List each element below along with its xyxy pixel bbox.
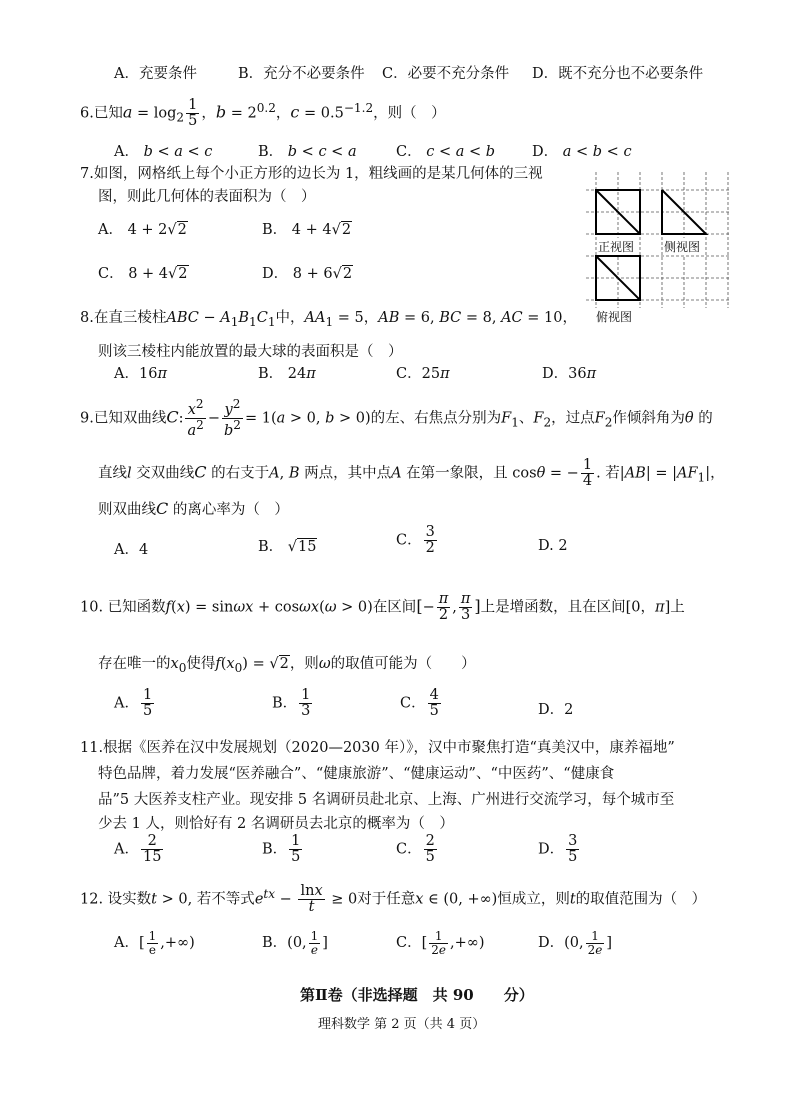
q6-option-a: A． b < a < c <box>114 144 213 160</box>
q8-option-c: C．25π <box>396 366 450 382</box>
q9-option-b: B． √15 <box>258 539 317 555</box>
q6-option-c: C． c < a < b <box>396 144 496 160</box>
question-11-line-2: 特色品牌，着力发展“医养融合”、“健康旅游”、“健康运动”、“中医药”、“健康食 <box>98 766 615 782</box>
page-footer: 理科数学 第 2 页（共 4 页） <box>318 1017 486 1032</box>
q11-option-a: A． $\frac{2}{15}$ <box>114 833 162 866</box>
q9-option-c: C． $\frac{3}{2}$ <box>396 524 435 557</box>
question-11-line-3: 品”5 大医养支柱产业。现安排 5 名调研员赴北京、上海、广州进行交流学习，每个城市至 <box>98 792 675 808</box>
question-9-line-3: 则双曲线C 的离心率为（ ） <box>98 499 289 518</box>
q7-option-a: A． 4 + 2√2 <box>98 222 187 238</box>
q6-option-d: D． a < b < c <box>532 144 632 160</box>
q5-option-c: C．必要不充分条件 <box>382 66 510 82</box>
q7-option-b: B． 4 + 4√2 <box>262 222 352 238</box>
question-8-stem: 8.在直三棱柱ABC − $A_1B_1C_1$中，$AA_1 = 5$，AB = 6, BC = 8, AC = 10， <box>80 310 577 329</box>
question-7-line-2: 图，则此几何体的表面积为（ ） <box>98 189 316 205</box>
q10-option-d: D．2 <box>538 702 574 718</box>
question-11-line-4: 少去 1 人，则恰好有 2 名调研员去北京的概率为（ ） <box>98 816 454 832</box>
q10-option-b: B． $\frac{1}{3}$ <box>272 687 311 720</box>
question-8-line-2: 则该三棱柱内能放置的最大球的表面积是（ ） <box>98 344 403 360</box>
q12-option-c: C．[ $\frac{1}{2e}$ ,+∞) <box>396 929 485 957</box>
front-view-label: 正视图 <box>598 240 635 254</box>
side-view-label: 侧视图 <box>664 240 701 254</box>
q5-option-a: A．充要条件 <box>114 66 197 82</box>
question-9-stem: 9.已知双曲线C: $\frac{x^2}{a^2}$ − $\frac{y^2}{b^2}$ = 1(a > 0, b > 0)的左、右焦点分别为$F_1$、$F_2$，过点$F_2$作倾斜角为θ 的 <box>80 397 713 439</box>
q10-option-c: C． $\frac{4}{5}$ <box>400 687 439 720</box>
q5-option-d: D．既不充分也不必要条件 <box>532 66 704 82</box>
q11-option-d: D． $\frac{3}{5}$ <box>538 833 578 866</box>
q8-option-d: D．36π <box>542 366 597 382</box>
q11-option-b: B． $\frac{1}{5}$ <box>262 833 301 866</box>
question-10-line-2: 存在唯一的$x_0$使得$f(x_0) = √2$，则ω的取值可能为（ ） <box>98 656 476 675</box>
q9-option-a: A．4 <box>114 542 149 558</box>
q10-option-a: A． $\frac{1}{5}$ <box>114 687 153 720</box>
question-11-line-1: 11.根据《医养在汉中发展规划（2020—2030 年）》，汉中市聚焦打造“真美汉中，康养福地” <box>80 740 675 756</box>
q8-option-a: A．16π <box>114 366 167 382</box>
top-view-label: 俯视图 <box>596 310 633 324</box>
question-9-line-2: 直线l 交双曲线C 的右支于A, B 两点，其中点A 在第一象限，且 cosθ = − $\frac{1}{4}$ . 若$|AB| = |AF_1|$， <box>98 457 725 490</box>
q5-option-b: B．充分不必要条件 <box>238 66 365 82</box>
q12-option-b: B．(0, $\frac{1}{e}$ ] <box>262 929 328 957</box>
q6-option-b: B． b < c < a <box>258 144 357 160</box>
section-title: 第Ⅱ卷（非选择题 共 90 分） <box>300 986 534 1004</box>
q9-option-d: D. 2 <box>538 538 568 554</box>
question-7-line-1: 7.如图，网格纸上每个小正方形的边长为 1，粗线画的是某几何体的三视 <box>80 166 543 182</box>
question-10-stem: 10. 已知函数f(x) = sinωx + cosωx(ω > 0)在区间[− $\frac{\pi}{2}$ , $\frac{\pi}{3}$ ]上是增函数，且在区间[0，π]上 <box>80 591 685 624</box>
q12-option-a: A．[ $\frac{1}{e}$ ,+∞) <box>114 929 195 957</box>
question-12-stem: 12. 设实数t > 0, 若不等式$e^{tx}$ − $\frac{\ln x}{t}$ ≥ 0对于任意x ∈ (0, +∞)恒成立，则t的取值范围为（ ） <box>80 883 707 916</box>
q12-option-d: D．(0, $\frac{1}{2e}$ ] <box>538 929 613 957</box>
q7-option-d: D． 8 + 6√2 <box>262 266 353 282</box>
q8-option-b: B． 24π <box>258 366 316 382</box>
question-6-stem: 6.已知$a = \log_2$ $\frac{1}{5}$ ，$b = 2^{0.2}$，$c = 0.5^{-1.2}$，则（ ） <box>80 97 446 130</box>
q7-option-c: C． 8 + 4√2 <box>98 266 188 282</box>
q11-option-c: C． $\frac{2}{5}$ <box>396 833 435 866</box>
